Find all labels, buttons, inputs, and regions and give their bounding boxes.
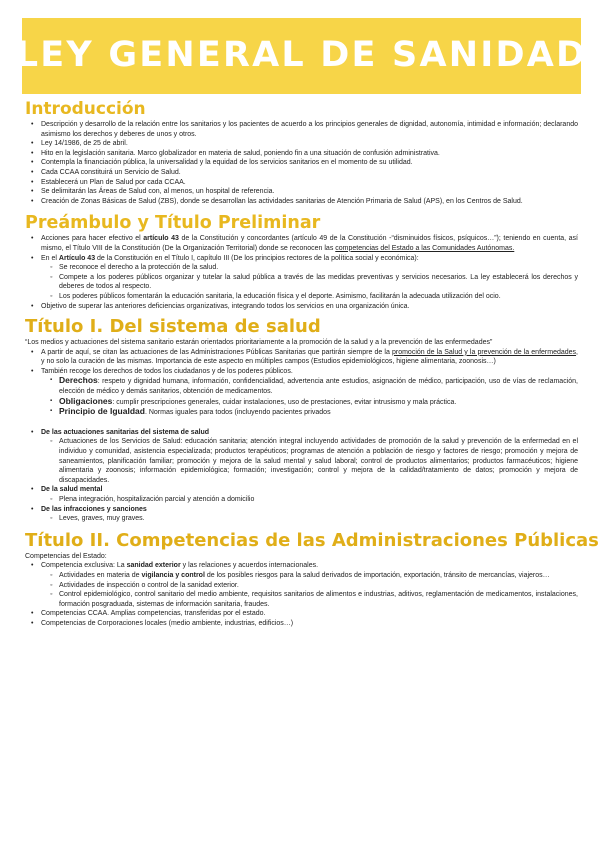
sublist bbox=[49, 437, 578, 485]
titulo2-intro: Competencias del Estado: bbox=[25, 552, 107, 560]
list-item: • Se delimitarán las Áreas de Salud con, al menos, un hospital de referencia. bbox=[25, 187, 578, 197]
list-item: • Ley 14/1986, de 25 de abril. bbox=[25, 139, 578, 149]
sublist-item: ◦ Control epidemiológico, control sanitario del medio ambiente, requisitos sanitarios de alimentos e industrias, aditivos, reglamentación de medicamentos, instalaciones, formación posgraduada, sistemas de información sanitaria, fraudes. bbox=[49, 590, 578, 609]
list-item: • De las actuaciones sanitarias del sistema de salud ◦ Actuaciones de los Servicios de Salud: educación sanitaria; atención integral incluyendo actividades de promoción de la salud y prevención de la enfermedad en el individuo y comunidad, asistencia especializada; productos terapéuticos; programas de atención a población de riesgo y factores de riesgo; promoción y mejora de saneamientos, planificación familiar; promoción y mejora de la salud mental y salud laboral; control de productos alimentarios; productos farmacéuticos; higiene alimentaria y zoonosis; información epidemiológica; formación; investigación; control y mejora de la calidad/tratamiento de datos; promoción y mejora de discapacidades. bbox=[25, 428, 578, 486]
sublist bbox=[49, 376, 578, 417]
sublist-item: ▪ Derechos: respeto y dignidad humana, información, confidencialidad, advertencia ante estudios, asignación de médico, participación, uso de vías de reclamación, elección de médico y demás sanitarios, obtención de medicamentos. bbox=[49, 376, 578, 396]
list-item: • Competencia exclusiva: La sanidad exterior y las relaciones y acuerdos internacionales. ◦ Actividades en materia de vigilancia y control de los posibles riesgos para la salud derivados de importación, exportación, tránsito de mercancías, viajeros… ◦ Actividades de inspección o control de la sanidad exterior. ◦ Control epidemiológico, control sanitario del medio ambiente, requisitos sanitarios de alimentos e industrias, aditivos, reglamentación de medicamentos, instalaciones, formación posgraduada, sistemas de información sanitaria, fraudes. bbox=[25, 561, 578, 609]
list-item: • Establecerá un Plan de Salud por cada CCAA. bbox=[25, 178, 578, 188]
list-item: • También recoge los derechos de todos los ciudadanos y de los poderes públicos. ▪ Derechos: respeto y dignidad humana, información, confidencialidad, advertencia ante estudios, asignación de médico, participación, uso de vías de reclamación, elección de médico y demás sanitarios, obtención de medicamentos. ▪ Obligaciones: cumplir prescripciones generales, cuidar instalaciones, uso de prestaciones, evitar intrusismo y mala práctica. ▪ Principio de Igualdad. Normas iguales para todos (incluyendo pacientes privados bbox=[25, 367, 578, 418]
titulo2-list bbox=[25, 561, 578, 628]
sublist bbox=[49, 514, 578, 524]
list-item: • De las infracciones y sanciones ◦ Leves, graves, muy graves. bbox=[25, 505, 578, 524]
sublist bbox=[49, 495, 578, 505]
list-item: • A partir de aquí, se citan las actuaciones de las Administraciones Públicas Sanitarias que partirán siempre de la promoción de la Salud y la prevención de la enfermedades, y no solo la curación de las mismas. Importancia de este aspecto en múltiples campos (Estudios epidemiológicos, higiene alimentaria, zoonosis…) bbox=[25, 348, 578, 367]
list-item: • Creación de Zonas Básicas de Salud (ZBS), donde se desarrollan las actividades sanitarias de Atención Primaria de Salud (APS), en los Centros de Salud. bbox=[25, 197, 578, 207]
sublist-item: ▪ Obligaciones: cumplir prescripciones generales, cuidar instalaciones, uso de prestaciones, evitar intrusismo y mala práctica. bbox=[49, 397, 578, 408]
titulo1-quote: “Los medios y actuaciones del sistema sanitario estarán orientados prioritariamente a la promoción de la salud y a la prevención de las enfermedades” bbox=[25, 339, 493, 347]
sublist-item: ◦ Plena integración, hospitalización parcial y atención a domicilio bbox=[49, 495, 578, 505]
list-item: • Competencias CCAA. Amplias competencias, transferidas por el estado. bbox=[25, 609, 578, 619]
titulo1-heading: Título I. Del sistema de salud bbox=[25, 316, 321, 338]
list-item: • Hito en la legislación sanitaria. Marco globalizador en materia de salud, poniendo fin a una situación de confusión administrativa. bbox=[25, 149, 578, 159]
sublist-item: ◦ Actividades de inspección o control de la sanidad exterior. bbox=[49, 581, 578, 591]
sublist-item: ◦ Los poderes públicos fomentarán la educación sanitaria, la educación física y el deporte. Asimismo, facilitarán la adecuada utilización del ocio. bbox=[49, 292, 578, 302]
list-item: • En el Artículo 43 de la Constitución en el Título I, capítulo III (De los principios rectores de la política social y económica): ◦ Se reconoce el derecho a la protección de la salud. ◦ Compete a los poderes públicos organizar y tutelar la salud pública a través de las medidas preventivas y servicios necesarios. La ley establecerá los derechos y deberes de todos al respecto. ◦ Los poderes públicos fomentarán la educación sanitaria, la educación física y el deporte. Asimismo, facilitarán la adecuada utilización del ocio. bbox=[25, 254, 578, 302]
list-item: • Objetivo de superar las anteriores deficiencias organizativas, integrando todos los servicios en una organización única. bbox=[25, 302, 578, 312]
titulo1-list bbox=[25, 348, 578, 418]
sublist-item: ▪ Principio de Igualdad. Normas iguales para todos (incluyendo pacientes privados bbox=[49, 407, 578, 418]
sublist bbox=[49, 571, 578, 609]
intro-list bbox=[25, 120, 578, 206]
sublist bbox=[49, 263, 578, 301]
list-item: • Competencias de Corporaciones locales (medio ambiente, industrias, edificios…) bbox=[25, 619, 578, 629]
list-item: • Acciones para hacer efectivo el artículo 43 de la Constitución y concordantes (artículo 49 de la Constitución -“disminuidos físicos, psíquicos…”); teniendo en cuenta, así mismo, el Título VIII de la Constitución (De la Organización Territorial) donde se reconocen las competencias del Estado a las Comunidades Autónomas. bbox=[25, 234, 578, 253]
sublist-item: ◦ Se reconoce el derecho a la protección de la salud. bbox=[49, 263, 578, 273]
sublist-item: ◦ Compete a los poderes públicos organizar y tutelar la salud pública a través de las medidas preventivas y servicios necesarios. La ley establecerá los derechos y deberes de todos al respecto. bbox=[49, 273, 578, 292]
list-item: • Cada CCAA constituirá un Servicio de Salud. bbox=[25, 168, 578, 178]
titulo2-heading: Título II. Competencias de las Administraciones Públicas bbox=[25, 529, 599, 551]
intro-heading: Introducción bbox=[25, 99, 146, 119]
list-item: • Descripción y desarrollo de la relación entre los sanitarios y los pacientes de acuerdo a los principios generales de dignidad, autonomía, intimidad e información; declarando asimismo los derechos y deberes de unos y otros. bbox=[25, 120, 578, 139]
sublist-item: ◦ Leves, graves, muy graves. bbox=[49, 514, 578, 524]
list-item: • Contempla la financiación pública, la universalidad y la equidad de los servicios sanitarios en el momento de su utilidad. bbox=[25, 158, 578, 168]
document-title: LEY GENERAL DE SANIDAD bbox=[15, 35, 588, 76]
titulo1-list-2 bbox=[25, 428, 578, 524]
title-banner bbox=[15, 18, 588, 94]
preambulo-list bbox=[25, 234, 578, 311]
sublist-item: ◦ Actuaciones de los Servicios de Salud: educación sanitaria; atención integral incluyendo actividades de promoción de la salud y prevención de la enfermedad en el individuo y comunidad, asistencia especializada; productos terapéuticos; programas de atención a población de riesgo y factores de riesgo; promoción y mejora de saneamientos, planificación familiar; promoción y mejora de la salud mental y salud laboral; control de productos alimentarios; productos farmacéuticos; higiene alimentaria y zoonosis; información epidemiológica; formación; investigación; control y mejora de la calidad/tratamiento de datos; promoción y mejora de discapacidades. bbox=[49, 437, 578, 485]
document-page bbox=[0, 18, 600, 848]
list-item: • De la salud mental ◦ Plena integración, hospitalización parcial y atención a domicilio bbox=[25, 485, 578, 504]
sublist-item: ◦ Actividades en materia de vigilancia y control de los posibles riesgos para la salud derivados de importación, exportación, tránsito de mercancías, viajeros… bbox=[49, 571, 578, 581]
preambulo-heading: Preámbulo y Título Preliminar bbox=[25, 213, 321, 234]
